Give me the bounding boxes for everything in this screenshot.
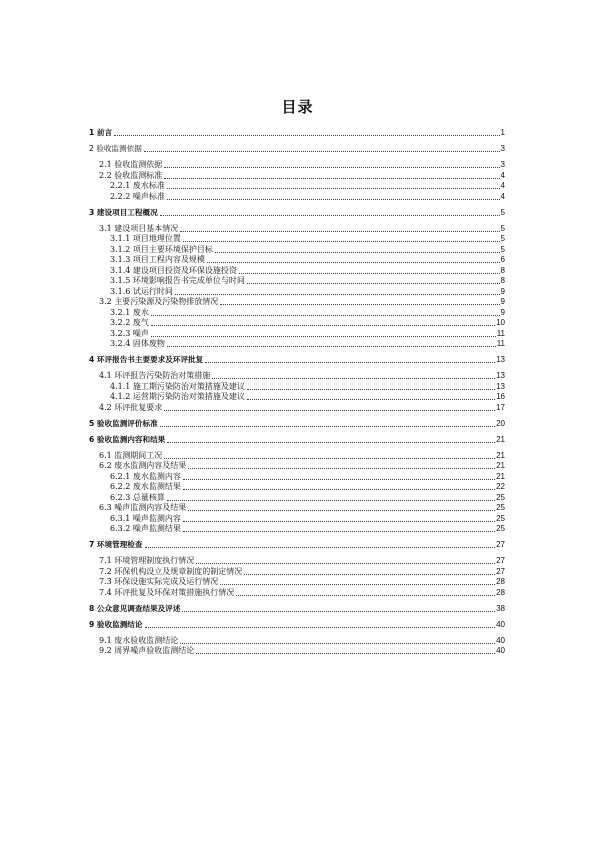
toc-entry-label: 6.3 噪声监测内容及结果 (99, 503, 187, 512)
toc-entry[interactable] (99, 461, 505, 471)
toc-entry-label: 7.1 环境管理制度执行情况 (99, 556, 195, 565)
toc-entry-label: 6.3.2 噪声监测结果 (110, 524, 181, 533)
toc-entry[interactable] (110, 329, 505, 339)
toc-entry-label: 3.1.3 项目工程内容及规模 (110, 255, 205, 264)
toc-entry[interactable] (99, 567, 505, 577)
toc-leader-dots (151, 325, 495, 326)
toc-leader-dots (180, 231, 499, 232)
toc-entry-page-number: 21 (496, 434, 505, 444)
toc-entry[interactable] (89, 419, 505, 429)
toc-leader-dots (183, 489, 495, 490)
toc-entry[interactable] (99, 636, 505, 646)
toc-leader-dots (151, 315, 500, 316)
toc-entry[interactable] (110, 493, 505, 503)
toc-entry[interactable] (110, 276, 505, 286)
toc-entry-label: 2.2.2 噪声标准 (110, 191, 165, 201)
toc-entry[interactable] (110, 524, 505, 534)
toc-entry-page-number: 25 (496, 503, 505, 512)
toc-entry-label: 3.1.5 环境影响报告书完成单位与时间 (110, 276, 245, 285)
toc-entry-label: 3.1.6 试运行时间 (110, 286, 173, 296)
toc-entry-page-number: 27 (496, 540, 505, 549)
toc-leader-dots (145, 627, 496, 628)
toc-entry-label: 2.2 验收监测标准 (99, 170, 163, 180)
toc-entry-page-number: 28 (496, 577, 505, 586)
toc-entry[interactable] (110, 514, 505, 524)
toc-entry-label: 6.2.1 废水监测内容 (110, 471, 181, 481)
toc-entry-page-number: 25 (496, 513, 505, 523)
toc-entry-label: 5 验收监测评价标准 (89, 418, 158, 428)
toc-entry-page-number: 13 (496, 381, 505, 391)
toc-entry[interactable] (110, 308, 505, 318)
toc-leader-dots (145, 547, 496, 548)
toc-entry[interactable] (89, 208, 505, 218)
toc-leader-dots (196, 653, 495, 654)
toc-entry[interactable] (99, 577, 505, 587)
toc-entry-page-number: 40 (496, 646, 505, 655)
toc-leader-dots (207, 262, 500, 263)
toc-entry-label: 9 验收监测结论 (89, 619, 143, 629)
toc-leader-dots (247, 389, 495, 390)
toc-entry[interactable] (110, 181, 505, 191)
toc-entry[interactable] (110, 392, 505, 402)
toc-entry-page-number: 21 (496, 471, 505, 481)
toc-entry-page-number: 5 (500, 244, 505, 254)
toc-leader-dots (182, 611, 495, 612)
toc-entry-label: 3.2.2 废气 (110, 318, 149, 327)
toc-entry-page-number: 5 (500, 223, 505, 233)
toc-entry-page-number: 40 (496, 619, 505, 629)
toc-entry-page-number: 21 (496, 461, 505, 470)
toc-entry-page-number: 17 (496, 402, 505, 412)
toc-entry[interactable] (89, 128, 505, 138)
toc-entry[interactable] (110, 266, 505, 276)
toc-leader-dots (205, 362, 495, 363)
toc-leader-dots (167, 442, 495, 443)
toc-leader-dots (151, 336, 496, 337)
toc-entry-page-number: 20 (496, 418, 505, 428)
toc-leader-dots (114, 135, 499, 136)
toc-leader-dots (215, 252, 500, 253)
toc-entry[interactable] (110, 234, 505, 244)
toc-entry[interactable] (99, 297, 505, 307)
toc-entry[interactable] (110, 339, 505, 349)
toc-entry[interactable] (110, 287, 505, 297)
toc-entry-page-number: 21 (496, 450, 505, 460)
toc-entry[interactable] (99, 160, 505, 170)
toc-entry[interactable] (99, 556, 505, 566)
toc-entry-label: 4.1 环评报告污染防治对策措施 (99, 371, 211, 380)
toc-entry-label: 9.2 周界噪声验收监测结论 (99, 646, 195, 655)
toc-entry-page-number: 1 (500, 128, 505, 137)
toc-entry[interactable] (89, 540, 505, 550)
toc-leader-dots (183, 531, 495, 532)
toc-entry[interactable] (110, 482, 505, 492)
toc-entry-label: 7 环境管理检查 (89, 540, 143, 549)
toc-entry[interactable] (110, 255, 505, 265)
toc-entry-label: 3.1 建设项目基本情况 (99, 223, 179, 233)
toc-entry[interactable] (99, 646, 505, 656)
toc-leader-dots (167, 500, 495, 501)
toc-leader-dots (196, 563, 495, 564)
toc-entry-label: 2 验收监测依据 (89, 144, 142, 153)
toc-entry-label: 4 环评报告书主要要求及环评批复 (89, 355, 204, 364)
toc-leader-dots (167, 188, 500, 189)
toc-entry-page-number: 4 (500, 191, 505, 201)
toc-entry[interactable] (99, 171, 505, 181)
toc-entry-page-number: 5 (500, 234, 505, 243)
toc-leader-dots (244, 574, 495, 575)
toc-entry[interactable] (110, 318, 505, 328)
toc-entry-label: 4.1.1 施工期污染防治对策措施及建议 (110, 381, 245, 391)
toc-entry-label: 6.3.1 噪声监测内容 (110, 513, 181, 523)
toc-entry[interactable] (89, 620, 505, 630)
toc-entry-page-number: 3 (500, 160, 505, 169)
toc-leader-dots (144, 151, 500, 152)
toc-entry[interactable] (89, 144, 505, 154)
toc-entry-label: 8 公众意见调查结果及评述 (89, 603, 181, 613)
toc-leader-dots (180, 643, 495, 644)
toc-entry-page-number: 4 (500, 181, 505, 190)
toc-entry-page-number: 27 (496, 556, 505, 565)
toc-entry-page-number: 10 (496, 318, 505, 327)
toc-leader-dots (239, 273, 500, 274)
toc-entry-page-number: 27 (496, 566, 505, 576)
toc-entry-label: 3.2.4 固体废物 (110, 339, 165, 348)
toc-leader-dots (183, 479, 495, 480)
toc-entry-label: 1 前言 (89, 128, 113, 137)
toc-entry[interactable] (99, 403, 505, 413)
toc-leader-dots (164, 167, 499, 168)
toc-leader-dots (175, 294, 500, 295)
toc-leader-dots (212, 378, 495, 379)
toc-entry-page-number: 13 (496, 355, 505, 364)
toc-entry-label: 7.2 环保机构设立及规章制度的制定情况 (99, 566, 243, 576)
toc-entry-page-number: 9 (500, 297, 505, 306)
toc-entry[interactable] (89, 604, 505, 614)
toc-entry-page-number: 9 (500, 307, 505, 317)
toc-entry[interactable] (99, 451, 505, 461)
toc-entry-label: 3.1.4 建设项目投资及环保设施投资 (110, 265, 237, 275)
toc-entry-label: 3.1.2 项目主要环境保护目标 (110, 244, 213, 254)
toc-entry-page-number: 13 (496, 371, 505, 380)
toc-entry-page-number: 6 (500, 255, 505, 264)
page-title: 目录 (281, 98, 314, 116)
toc-entry-page-number: 40 (496, 635, 505, 645)
toc-leader-dots (183, 241, 500, 242)
toc-entry-label: 7.4 环评批复及环保对策措施执行情况 (99, 587, 235, 597)
toc-entry-page-number: 3 (500, 144, 505, 153)
toc-entry-page-number: 22 (496, 482, 505, 491)
toc-entry-page-number: 5 (500, 207, 505, 217)
toc-entry-label: 6.2 废水监测内容及结果 (99, 461, 187, 470)
toc-leader-dots (164, 178, 499, 179)
toc-entry-label: 6 验收监测内容和结果 (89, 434, 166, 444)
toc-entry-page-number: 25 (496, 492, 505, 502)
toc-entry-label: 3.2.3 噪声 (110, 328, 149, 338)
toc-entry-label: 6.2.3 总量核算 (110, 492, 165, 502)
toc-leader-dots (188, 510, 495, 511)
toc-entry-page-number: 11 (496, 328, 505, 338)
toc-entry-label: 4.2 环评批复要求 (99, 402, 163, 412)
toc-entry-label: 6.2.2 废水监测结果 (110, 482, 181, 491)
toc-entry[interactable] (99, 503, 505, 513)
toc-entry[interactable] (110, 472, 505, 482)
toc-entry[interactable] (99, 371, 505, 381)
toc-entry-page-number: 4 (500, 170, 505, 180)
toc-leader-dots (220, 584, 495, 585)
toc-entry-page-number: 11 (496, 339, 505, 348)
toc-entry-label: 2.1 验收监测依据 (99, 160, 163, 169)
toc-entry-label: 9.1 废水验收监测结论 (99, 635, 179, 645)
toc-leader-dots (188, 468, 495, 469)
toc-leader-dots (247, 283, 500, 284)
toc-entry-label: 3.2 主要污染源及污染物排放情况 (99, 297, 219, 306)
toc-leader-dots (167, 346, 496, 347)
toc-entry-page-number: 8 (500, 265, 505, 275)
toc-entry[interactable] (89, 355, 505, 365)
toc-entry-page-number: 25 (496, 524, 505, 533)
toc-entry[interactable] (99, 588, 505, 598)
toc-leader-dots (236, 595, 495, 596)
toc-entry-label: 3 建设项目工程概况 (89, 207, 158, 217)
toc-entry-label: 3.1.1 项目地理位置 (110, 234, 181, 243)
toc-entry-label: 4.1.2 运营期污染防治对策措施及建议 (110, 392, 245, 401)
toc-entry[interactable] (99, 224, 505, 234)
toc-leader-dots (183, 521, 495, 522)
toc-entry[interactable] (89, 435, 505, 445)
toc-entry-label: 3.2.1 废水 (110, 307, 149, 317)
toc-entry[interactable] (110, 192, 505, 202)
toc-leader-dots (220, 304, 499, 305)
toc-entry-label: 2.2.1 废水标准 (110, 181, 165, 190)
toc-entry-page-number: 28 (496, 587, 505, 597)
toc-leader-dots (167, 199, 500, 200)
toc-entry-label: 6.1 监测期间工况 (99, 450, 163, 460)
toc-entry[interactable] (110, 382, 505, 392)
toc-entry-page-number: 16 (496, 392, 505, 401)
toc-leader-dots (247, 399, 495, 400)
toc-entry-page-number: 8 (500, 276, 505, 285)
toc-leader-dots (164, 410, 495, 411)
toc-leader-dots (160, 215, 500, 216)
toc-entry[interactable] (110, 245, 505, 255)
toc-leader-dots (160, 426, 495, 427)
toc-entry-page-number: 9 (500, 286, 505, 296)
toc-entry-page-number: 38 (496, 603, 505, 613)
toc-leader-dots (164, 458, 495, 459)
toc-entry-label: 7.3 环保设施实际完成及运行情况 (99, 577, 219, 586)
